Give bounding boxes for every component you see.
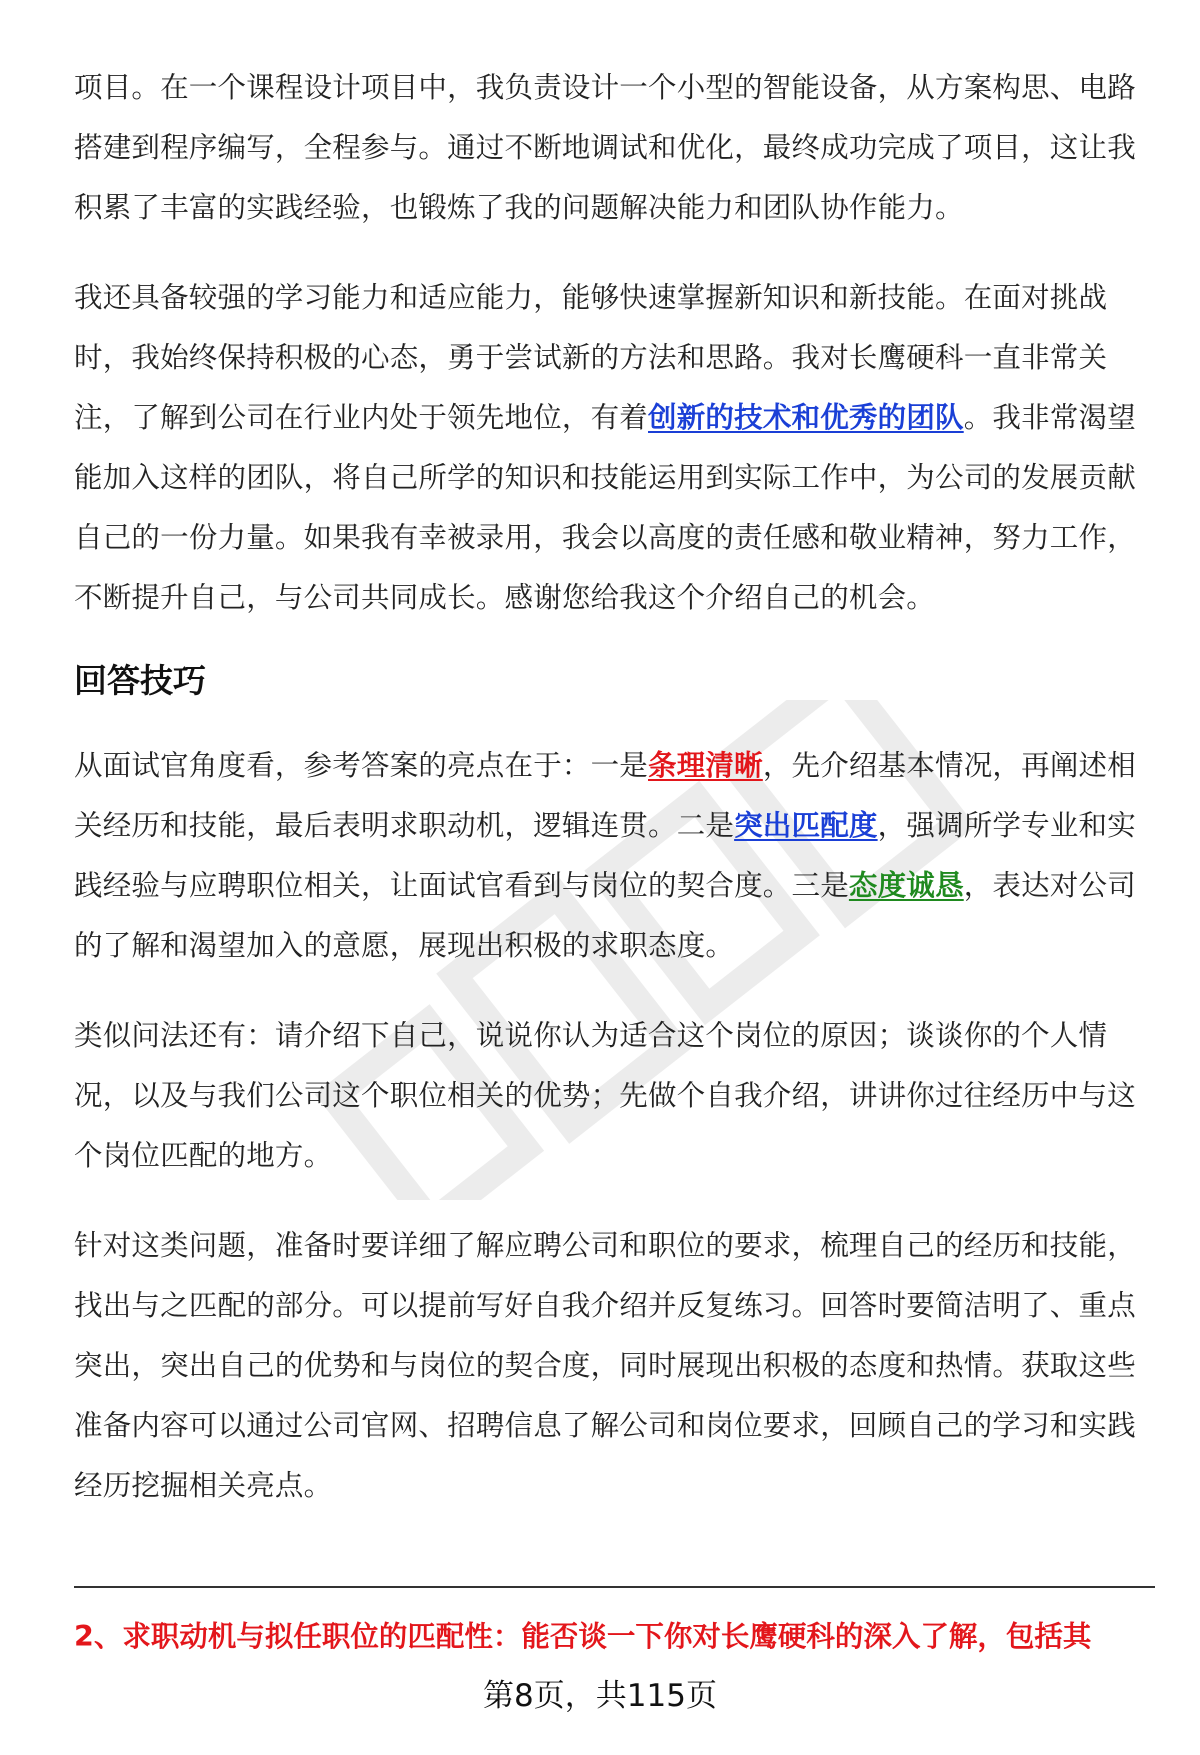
tips-paragraph-2 — [74, 1006, 1149, 1186]
intro-paragraph-1 — [74, 58, 1149, 238]
tips-paragraph-1 — [74, 736, 1149, 976]
tips-paragraph-2-text: 类似问法还有：请介绍下自己，说说你认为适合这个岗位的原因；谈谈你的个人情况，以及与我们公司这个职位相关的优势；先做个自我介绍，讲讲你过往经历中与这个岗位匹配的地方。 — [74, 1019, 1136, 1172]
highlight-match: 突出匹配度 — [734, 809, 878, 842]
section-divider — [74, 1586, 1155, 1588]
intro-paragraph-2-text-b: 。我非常渴望能加入这样的团队，将自己所学的知识和技能运用到实际工作中，为公司的发展贡献自己的一份力量。如果我有幸被录用，我会以高度的责任感和敬业精神，努力工作，不断提升自己，与公司共同成长。感谢您给我这个介绍自己的机会。 — [74, 401, 1136, 614]
tips-paragraph-3 — [74, 1216, 1149, 1516]
tips-paragraph-1-text-b: ，先介绍基本情况，再阐述相关经历和技能，最后表明求职动机，逻辑连贯。二是 — [74, 749, 1136, 842]
tips-paragraph-1-text-d: ，表达对公司的了解和渴望加入的意愿，展现出积极的求职态度。 — [74, 869, 1136, 962]
tips-paragraph-1-text-a: 从面试官角度看，参考答案的亮点在于：一是 — [74, 749, 649, 782]
next-question-title: 2、求职动机与拟任职位的匹配性：能否谈一下你对长鹰硬科的深入了解，包括其 — [74, 1620, 1092, 1653]
highlight-sincere-attitude: 态度诚恳 — [848, 869, 964, 902]
tips-paragraph-3-text: 针对这类问题，准备时要详细了解应聘公司和职位的要求，梳理自己的经历和技能，找出与之匹配的部分。可以提前写好自我介绍并反复练习。回答时要简洁明了、重点突出，突出自己的优势和与岗位的契合度，同时展现出积极的态度和热情。获取这些准备内容可以通过公司官网、招聘信息了解公司和岗位要求，回顾自己的学习和实践经历挖掘相关亮点。 — [74, 1229, 1136, 1502]
intro-paragraph-1-text: 项目。在一个课程设计项目中，我负责设计一个小型的智能设备，从方案构思、电路搭建到程序编写，全程参与。通过不断地调试和优化，最终成功完成了项目，这让我积累了丰富的实践经验，也锻炼了我的问题解决能力和团队协作能力。 — [74, 71, 1136, 224]
tips-paragraph-1-text-c: ，强调所学专业和实践经验与应聘职位相关，让面试官看到与岗位的契合度。三是 — [74, 809, 1136, 902]
page-number: 第8页，共115页 — [483, 1678, 717, 1714]
intro-paragraph-2-text-a: 我还具备较强的学习能力和适应能力，能够快速掌握新知识和新技能。在面对挑战时，我始终保持积极的心态，勇于尝试新的方法和思路。我对长鹰硬科一直非常关注，了解到公司在行业内处于领先地位，有着 — [74, 281, 1108, 434]
document-body — [74, 58, 1149, 1546]
section-heading-answer-tips: 回答技巧 — [74, 661, 206, 700]
intro-paragraph-2 — [74, 268, 1149, 628]
highlight-clear-logic: 条理清晰 — [648, 749, 763, 782]
highlight-innovation-team: 创新的技术和优秀的团队 — [648, 401, 964, 434]
